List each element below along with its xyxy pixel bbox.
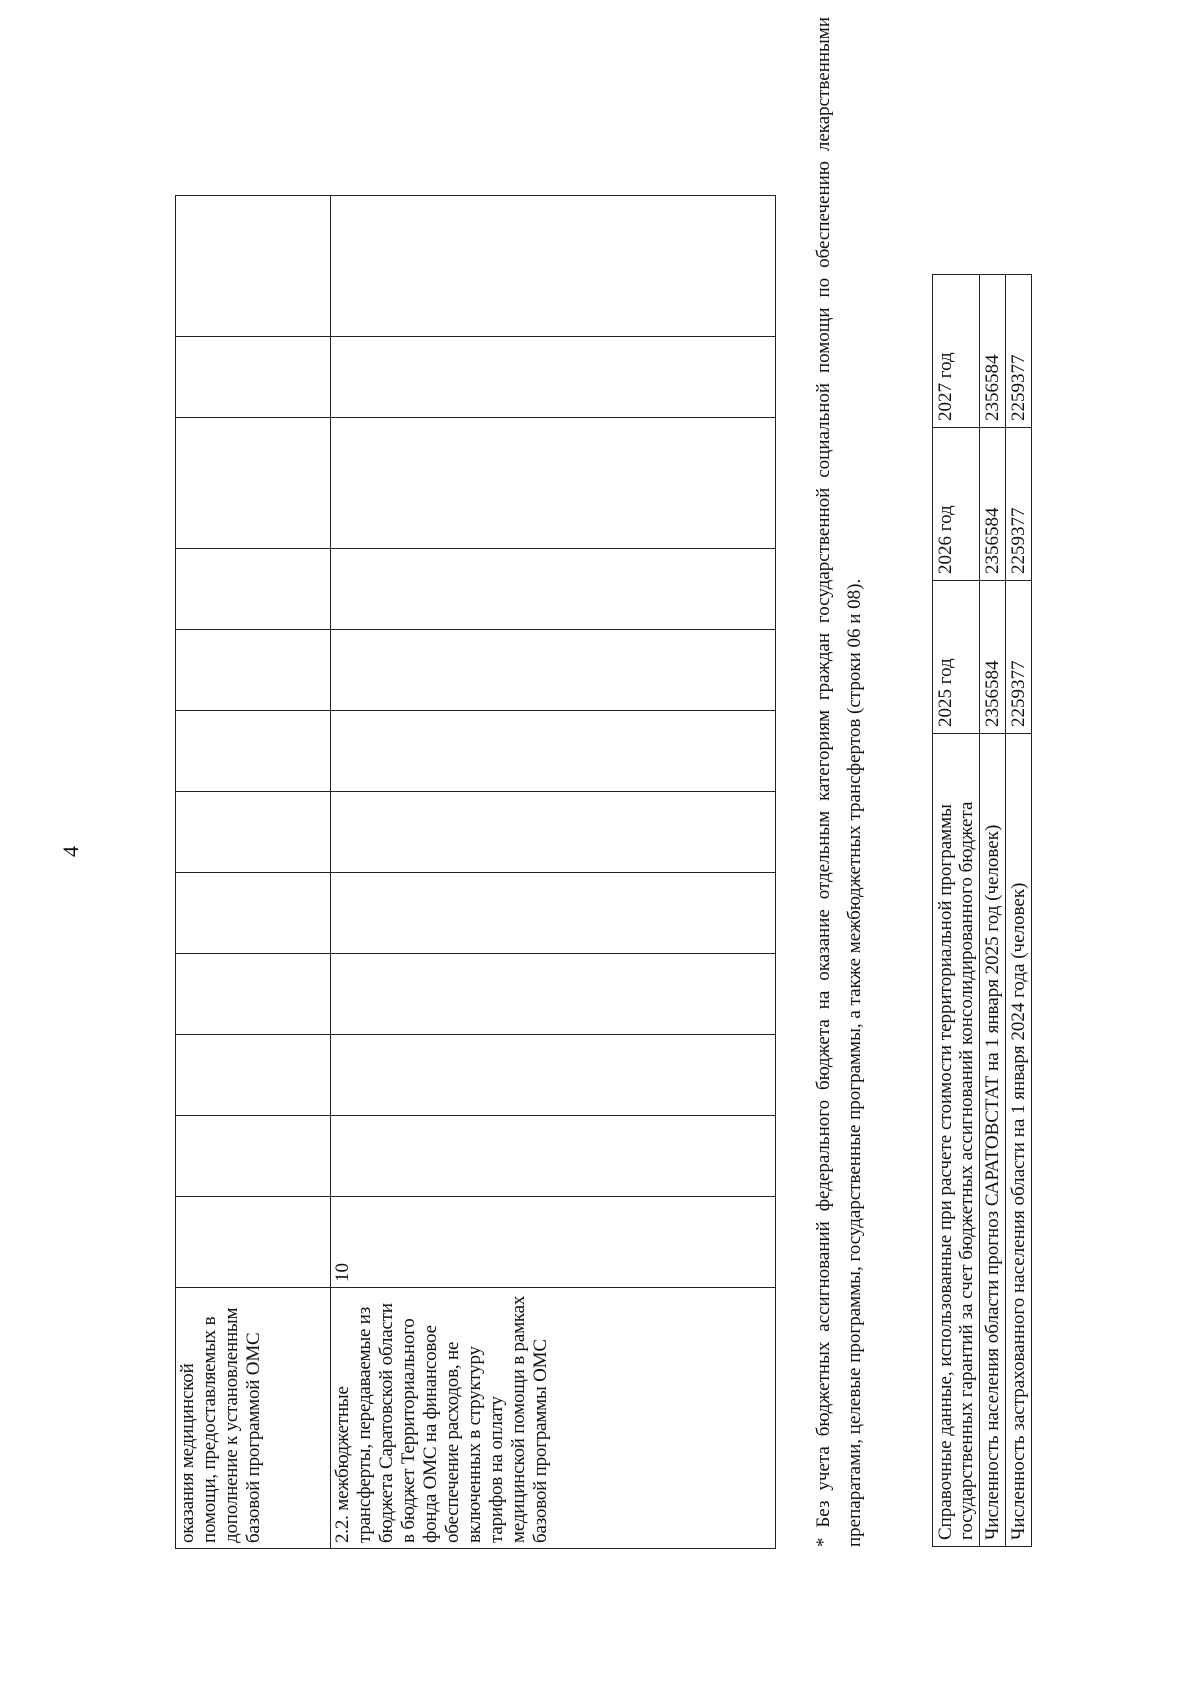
reference-header-label: Справочные данные, использованные при расчете стоимости территориальной программы государственных гарантий за счет бюджетных ассигнований консолидированного бюджета — [933, 734, 980, 1547]
insured-population-label: Численность застрахованного населения области на 1 января 2024 года (человек) — [1006, 734, 1032, 1547]
row-label-2-2: 2.2. межбюджетные трансферты, передаваемые из бюджета Саратовской области в бюджет Территориального фонда ОМС на финансовое обеспечение расходов, не включенных в структуру тарифов на оплату медицинской помощи в рамках базовой программы ОМС — [331, 1288, 776, 1549]
table-cell — [331, 630, 776, 711]
budget-table-continuation — [175, 195, 776, 1549]
population-forecast-label: Численность населения области прогноз САРАТОВСТАТ на 1 января 2025 год (человек) — [980, 734, 1006, 1547]
table-cell — [331, 1116, 776, 1197]
table-cell — [331, 337, 776, 418]
year-header: 2027 год — [933, 275, 980, 428]
insured-value: 2259377 — [1006, 275, 1032, 428]
table-cell — [176, 418, 331, 549]
table-cell — [176, 954, 331, 1035]
table-cell — [331, 549, 776, 630]
table-cell — [331, 711, 776, 792]
table-cell — [331, 954, 776, 1035]
table-cell — [331, 792, 776, 873]
table-cell — [176, 792, 331, 873]
year-header: 2025 год — [933, 581, 980, 734]
row-code: 10 — [331, 1197, 776, 1288]
reference-data-table — [932, 274, 1032, 1547]
population-value: 2356584 — [980, 581, 1006, 734]
population-value: 2356584 — [980, 428, 1006, 581]
row-label-continued: оказания медицинской помощи, предоставляемых в дополнение к установленным базовой программой ОМС — [176, 1288, 331, 1549]
table-cell — [176, 630, 331, 711]
insured-value: 2259377 — [1006, 428, 1032, 581]
table-row — [980, 275, 1006, 1547]
table-cell — [176, 873, 331, 954]
year-header: 2026 год — [933, 428, 980, 581]
insured-value: 2259377 — [1006, 581, 1032, 734]
table-cell — [176, 711, 331, 792]
table-row — [331, 196, 776, 1549]
table-cell — [176, 1035, 331, 1116]
table-cell — [331, 873, 776, 954]
population-value: 2356584 — [980, 275, 1006, 428]
table-cell — [176, 1116, 331, 1197]
table-cell — [176, 549, 331, 630]
table-row — [1006, 275, 1032, 1547]
table-cell — [331, 196, 776, 337]
table-row — [933, 275, 980, 1547]
table-row — [176, 196, 331, 1549]
table-cell — [176, 196, 331, 337]
table-cell — [176, 337, 331, 418]
page-number: 4 — [58, 846, 83, 857]
footnote: * Без учета бюджетных ассигнований федерального бюджета на оказание отдельным категориям граждан государственной социальной помощи по обеспечению лекарственными препаратами, целевые программы, государственные программы, а также межбюджетных трансфертов (строки 06 и 08). — [813, 17, 865, 1547]
table-cell — [176, 1197, 331, 1288]
table-cell — [331, 418, 776, 549]
table-cell — [331, 1035, 776, 1116]
